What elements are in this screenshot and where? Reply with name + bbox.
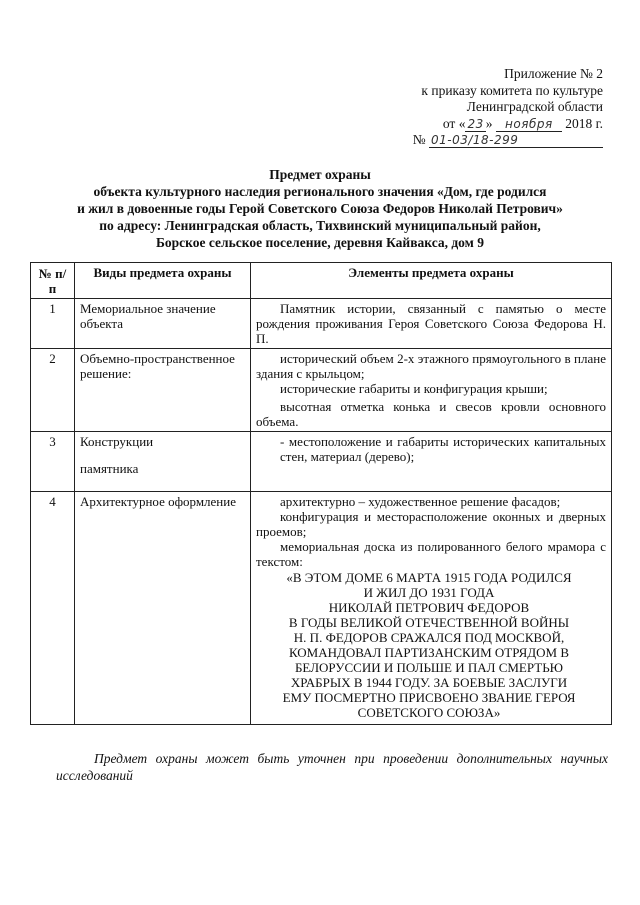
footer-note: Предмет охраны может быть уточнен при проведении дополнительных научных исследований (56, 751, 608, 783)
handwritten-month: ноября (496, 117, 562, 132)
table-header-row (31, 263, 612, 299)
table-row (31, 492, 612, 725)
row-number: 1 (31, 299, 75, 349)
row-number: 3 (31, 432, 75, 492)
title-line-5: Борское сельское поселение, деревня Кайвакса, дом 9 (156, 235, 484, 250)
row-type: Объемно-пространственное решение: (75, 349, 251, 432)
table-row (31, 299, 612, 349)
appendix-header (343, 66, 603, 149)
row-elements: исторический объем 2-х этажного прямоугольного в плане здания с крыльцом; исторические габариты и конфигурация крыши; высотная отметка конька и свесов кровли основного объема. (251, 349, 612, 432)
header-types: Виды предмета охраны (75, 263, 251, 299)
row-elements: архитектурно – художественное решение фасадов; конфигурация и месторасположение оконных и дверных проемов; мемориальная доска из полированного белого мрамора с текстом: «В ЭТОМ ДОМЕ 6 МАРТА 1915 ГОДА РОДИЛСЯ И ЖИЛ ДО 1931 ГОДА НИКОЛАЙ ПЕТРОВИЧ ФЕДОРОВ В ГОДЫ ВЕЛИКОЙ ОТЕЧЕСТВЕННОЙ ВОЙНЫ Н. П. ФЕДОРОВ СРАЖАЛСЯ ПОД МОСКВОЙ, КОМАНДОВАЛ ПАРТИЗАНСКИМ ОТРЯДОМ В БЕЛОРУССИИ И ПОЛЬШЕ И ПАЛ СМЕРТЬЮ ХРАБРЫХ В 1944 ГОДУ. ЗА БОЕВЫЕ ЗАСЛУГИ ЕМУ ПОСМЕРТНО ПРИСВОЕНО ЗВАНИЕ ГЕРОЯ СОВЕТСКОГО СОЮЗА» (251, 492, 612, 725)
document-title (30, 166, 610, 251)
row-type: Архитектурное оформление (75, 492, 251, 725)
title-line-2: объекта культурного наследия регионального значения «Дом, где родился (93, 184, 547, 199)
handwritten-order-number: 01-03/18-299 (429, 133, 603, 148)
row-elements: - местоположение и габариты исторических капитальных стен, материал (дерево); (251, 432, 612, 492)
row-type: Конструкции памятника (75, 432, 251, 492)
appendix-number: Приложение № 2 (504, 66, 603, 81)
protection-table (30, 262, 612, 725)
row-elements: Памятник истории, связанный с памятью о месте рождения проживания Героя Советского Союза Федорова Н. П. (251, 299, 612, 349)
row-number: 4 (31, 492, 75, 725)
title-line-3: и жил в довоенные годы Герой Советского Союза Федоров Николай Петрович» (77, 201, 563, 216)
title-line-4: по адресу: Ленинградская область, Тихвинский муниципальный район, (99, 218, 541, 233)
appendix-order-number: № 01-03/18-299 (343, 132, 603, 149)
table-row (31, 349, 612, 432)
memorial-plaque-text: «В ЭТОМ ДОМЕ 6 МАРТА 1915 ГОДА РОДИЛСЯ И ЖИЛ ДО 1931 ГОДА НИКОЛАЙ ПЕТРОВИЧ ФЕДОРОВ В ГОДЫ ВЕЛИКОЙ ОТЕЧЕСТВЕННОЙ ВОЙНЫ Н. П. ФЕДОРОВ СРАЖАЛСЯ ПОД МОСКВОЙ, КОМАНДОВАЛ ПАРТИЗАНСКИМ ОТРЯДОМ В БЕЛОРУССИИ И ПОЛЬШЕ И ПАЛ СМЕРТЬЮ ХРАБРЫХ В 1944 ГОДУ. ЗА БОЕВЫЕ ЗАСЛУГИ ЕМУ ПОСМЕРТНО ПРИСВОЕНО ЗВАНИЕ ГЕРОЯ СОВЕТСКОГО СОЮЗА» (282, 570, 576, 720)
date-year: 2018 г. (565, 115, 603, 131)
handwritten-day: 23 (467, 116, 484, 131)
appendix-date: от « 23 » ноября 2018 г. (442, 115, 603, 131)
table-row (31, 432, 612, 492)
title-line-1: Предмет охраны (269, 167, 371, 182)
appendix-region: Ленинградской области (466, 99, 603, 114)
row-type: Мемориальное значение объекта (75, 299, 251, 349)
appendix-order-ref: к приказу комитета по культуре (421, 82, 603, 98)
header-number: № п/п (31, 263, 75, 299)
row-number: 2 (31, 349, 75, 432)
header-elements: Элементы предмета охраны (251, 263, 612, 299)
